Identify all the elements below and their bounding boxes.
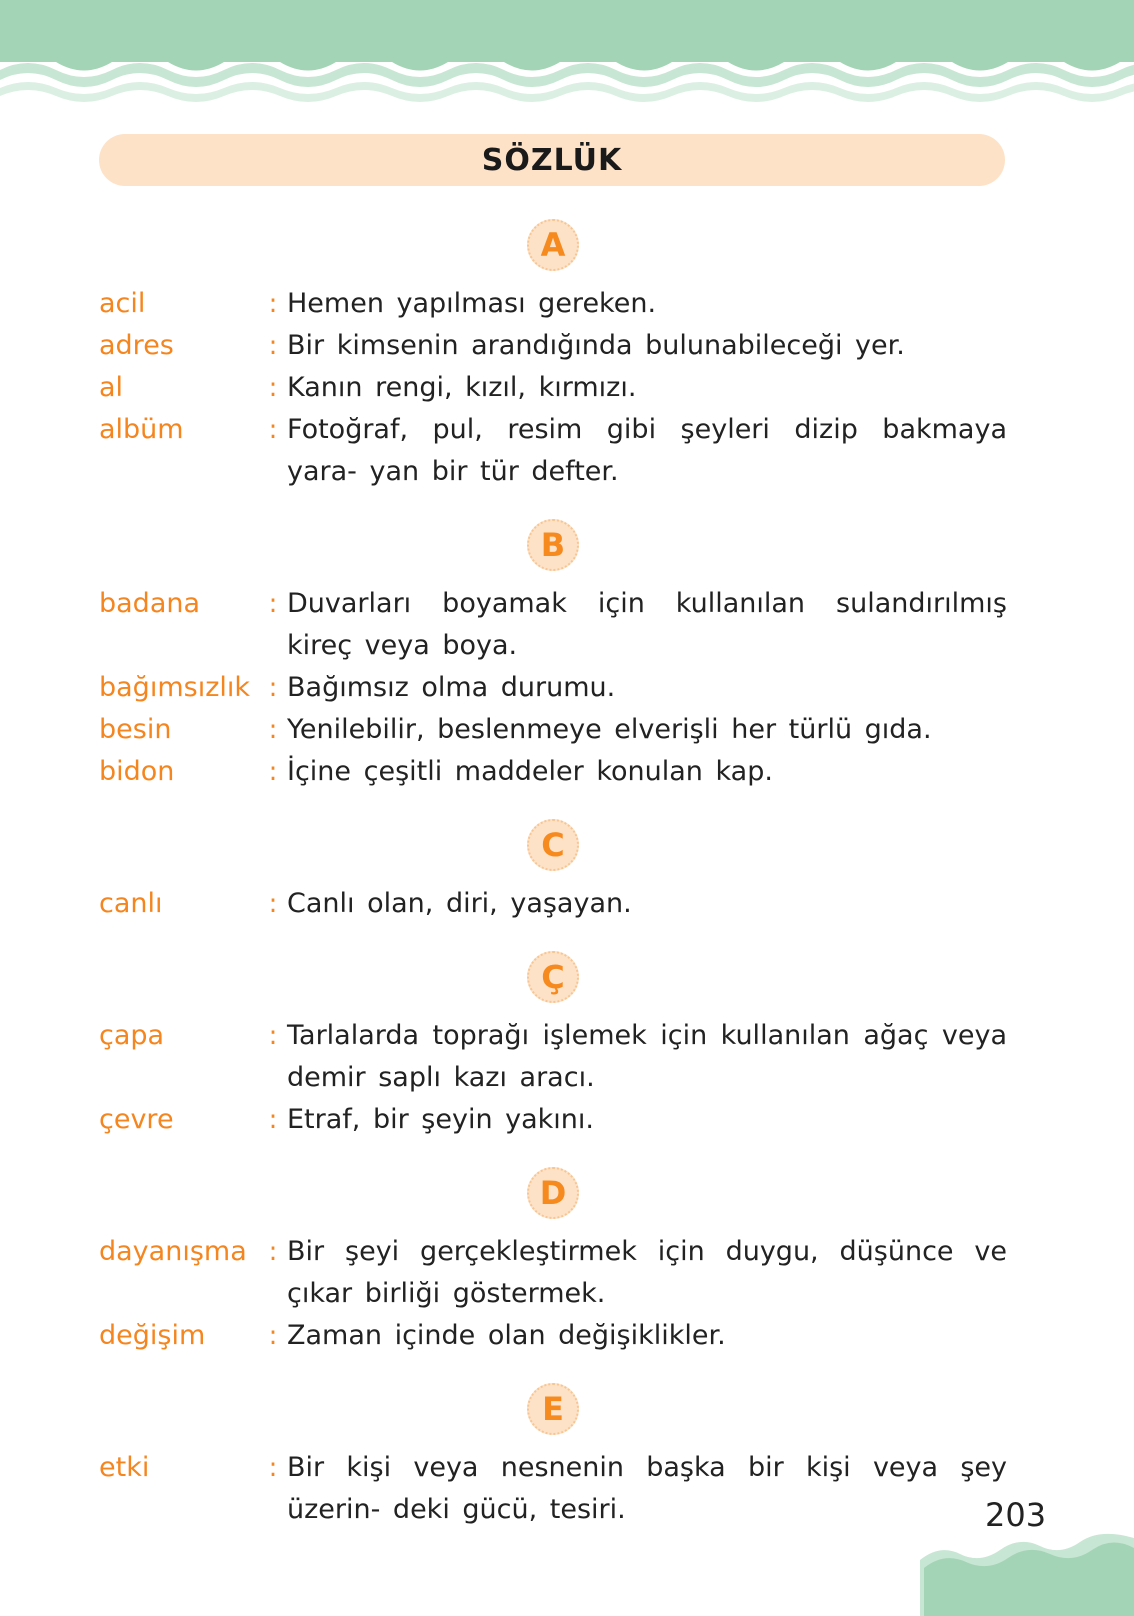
entry-definition: Yenilebilir, beslenmeye elverişli her türlü gıda.: [287, 714, 932, 745]
dictionary-entry: [99, 751, 1007, 793]
entry-separator: :: [268, 1453, 278, 1483]
entry-separator: :: [268, 1021, 278, 1051]
entry-term: çevre: [99, 1104, 174, 1135]
dictionary-entry: [99, 1231, 1007, 1315]
entry-definition: Duvarları boyamak için kullanılan sulandırılmış kireç veya boya.: [287, 588, 1007, 661]
dictionary-entry: [99, 1447, 1007, 1531]
entry-separator: :: [268, 331, 278, 361]
section-1: [99, 515, 1007, 815]
entry-term: badana: [99, 588, 201, 619]
entry-definition: Tarlalarda toprağı işlemek için kullanılan ağaç veya demir saplı kazı aracı.: [287, 1020, 1007, 1093]
dictionary-entry: [99, 883, 1007, 925]
entry-definition: Bir kimsenin arandığında bulunabileceği yer.: [287, 330, 905, 361]
entry-term: dayanışma: [99, 1236, 247, 1267]
entry-term: adres: [99, 330, 174, 361]
letter-badge: C: [527, 819, 579, 871]
entry-term: bidon: [99, 756, 175, 787]
entry-list: [99, 575, 1007, 815]
letter-badge: B: [527, 519, 579, 571]
letter-badge: E: [527, 1383, 579, 1435]
entry-separator: :: [268, 889, 278, 919]
entry-term: bağımsızlık: [99, 672, 251, 703]
footer-wave-decoration: [920, 1520, 1134, 1616]
entry-term: çapa: [99, 1020, 165, 1051]
entry-separator: :: [268, 415, 278, 445]
entry-term: canlı: [99, 888, 163, 919]
dictionary-entry: [99, 367, 1007, 409]
dictionary-entry: [99, 283, 1007, 325]
letter-badge: A: [527, 219, 579, 271]
letter-row: [99, 947, 1007, 1007]
dictionary-entry: [99, 667, 1007, 709]
section-4: [99, 1163, 1007, 1379]
entry-separator: :: [268, 289, 278, 319]
entry-list: [99, 1007, 1007, 1163]
entry-separator: :: [268, 1105, 278, 1135]
letter-badge: Ç: [527, 951, 579, 1003]
dictionary-entry: [99, 583, 1007, 667]
entry-separator: :: [268, 1321, 278, 1351]
entry-term: albüm: [99, 414, 184, 445]
entry-list: [99, 1223, 1007, 1379]
entry-list: [99, 1439, 1007, 1553]
entry-list: [99, 875, 1007, 947]
dictionary-entry: [99, 1315, 1007, 1357]
section-0: [99, 215, 1007, 515]
entry-definition: İçine çeşitli maddeler konulan kap.: [287, 756, 773, 787]
letter-row: [99, 1379, 1007, 1439]
entry-list: [99, 275, 1007, 515]
page-title: SÖZLÜK: [481, 142, 623, 178]
entry-definition: Canlı olan, diri, yaşayan.: [287, 888, 632, 919]
entry-definition: Bir şeyi gerçekleştirmek için duygu, düşünce ve çıkar birliği göstermek.: [287, 1236, 1007, 1309]
entry-separator: :: [268, 589, 278, 619]
entry-definition: Kanın rengi, kızıl, kırmızı.: [287, 372, 637, 403]
entry-term: al: [99, 372, 124, 403]
section-5: [99, 1379, 1007, 1553]
entry-definition: Etraf, bir şeyin yakını.: [287, 1104, 594, 1135]
title-bar: [99, 134, 1005, 186]
entry-term: değişim: [99, 1320, 206, 1351]
dictionary-entry: [99, 1099, 1007, 1141]
entry-definition: Hemen yapılması gereken.: [287, 288, 657, 319]
entry-separator: :: [268, 673, 278, 703]
letter-row: [99, 1163, 1007, 1223]
dictionary-entry: [99, 1015, 1007, 1099]
dictionary-entry: [99, 409, 1007, 493]
entry-separator: :: [268, 757, 278, 787]
page-number: 203: [985, 1496, 1047, 1534]
entry-definition: Bağımsız olma durumu.: [287, 672, 616, 703]
entry-definition: Bir kişi veya nesnenin başka bir kişi veya şey üzerin- deki gücü, tesiri.: [287, 1452, 1007, 1525]
section-2: [99, 815, 1007, 947]
entry-definition: Zaman içinde olan değişiklikler.: [287, 1320, 726, 1351]
entry-term: besin: [99, 714, 172, 745]
entry-separator: :: [268, 715, 278, 745]
dictionary-content: [99, 215, 1007, 1553]
letter-row: [99, 815, 1007, 875]
header-wave-decoration: [0, 0, 1134, 110]
dictionary-entry: [99, 709, 1007, 751]
entry-separator: :: [268, 1237, 278, 1267]
entry-term: etki: [99, 1452, 150, 1483]
section-3: [99, 947, 1007, 1163]
letter-row: [99, 515, 1007, 575]
letter-row: [99, 215, 1007, 275]
dictionary-entry: [99, 325, 1007, 367]
letter-badge: D: [527, 1167, 579, 1219]
entry-term: acil: [99, 288, 146, 319]
entry-definition: Fotoğraf, pul, resim gibi şeyleri dizip bakmaya yara- yan bir tür defter.: [287, 414, 1007, 487]
entry-separator: :: [268, 373, 278, 403]
